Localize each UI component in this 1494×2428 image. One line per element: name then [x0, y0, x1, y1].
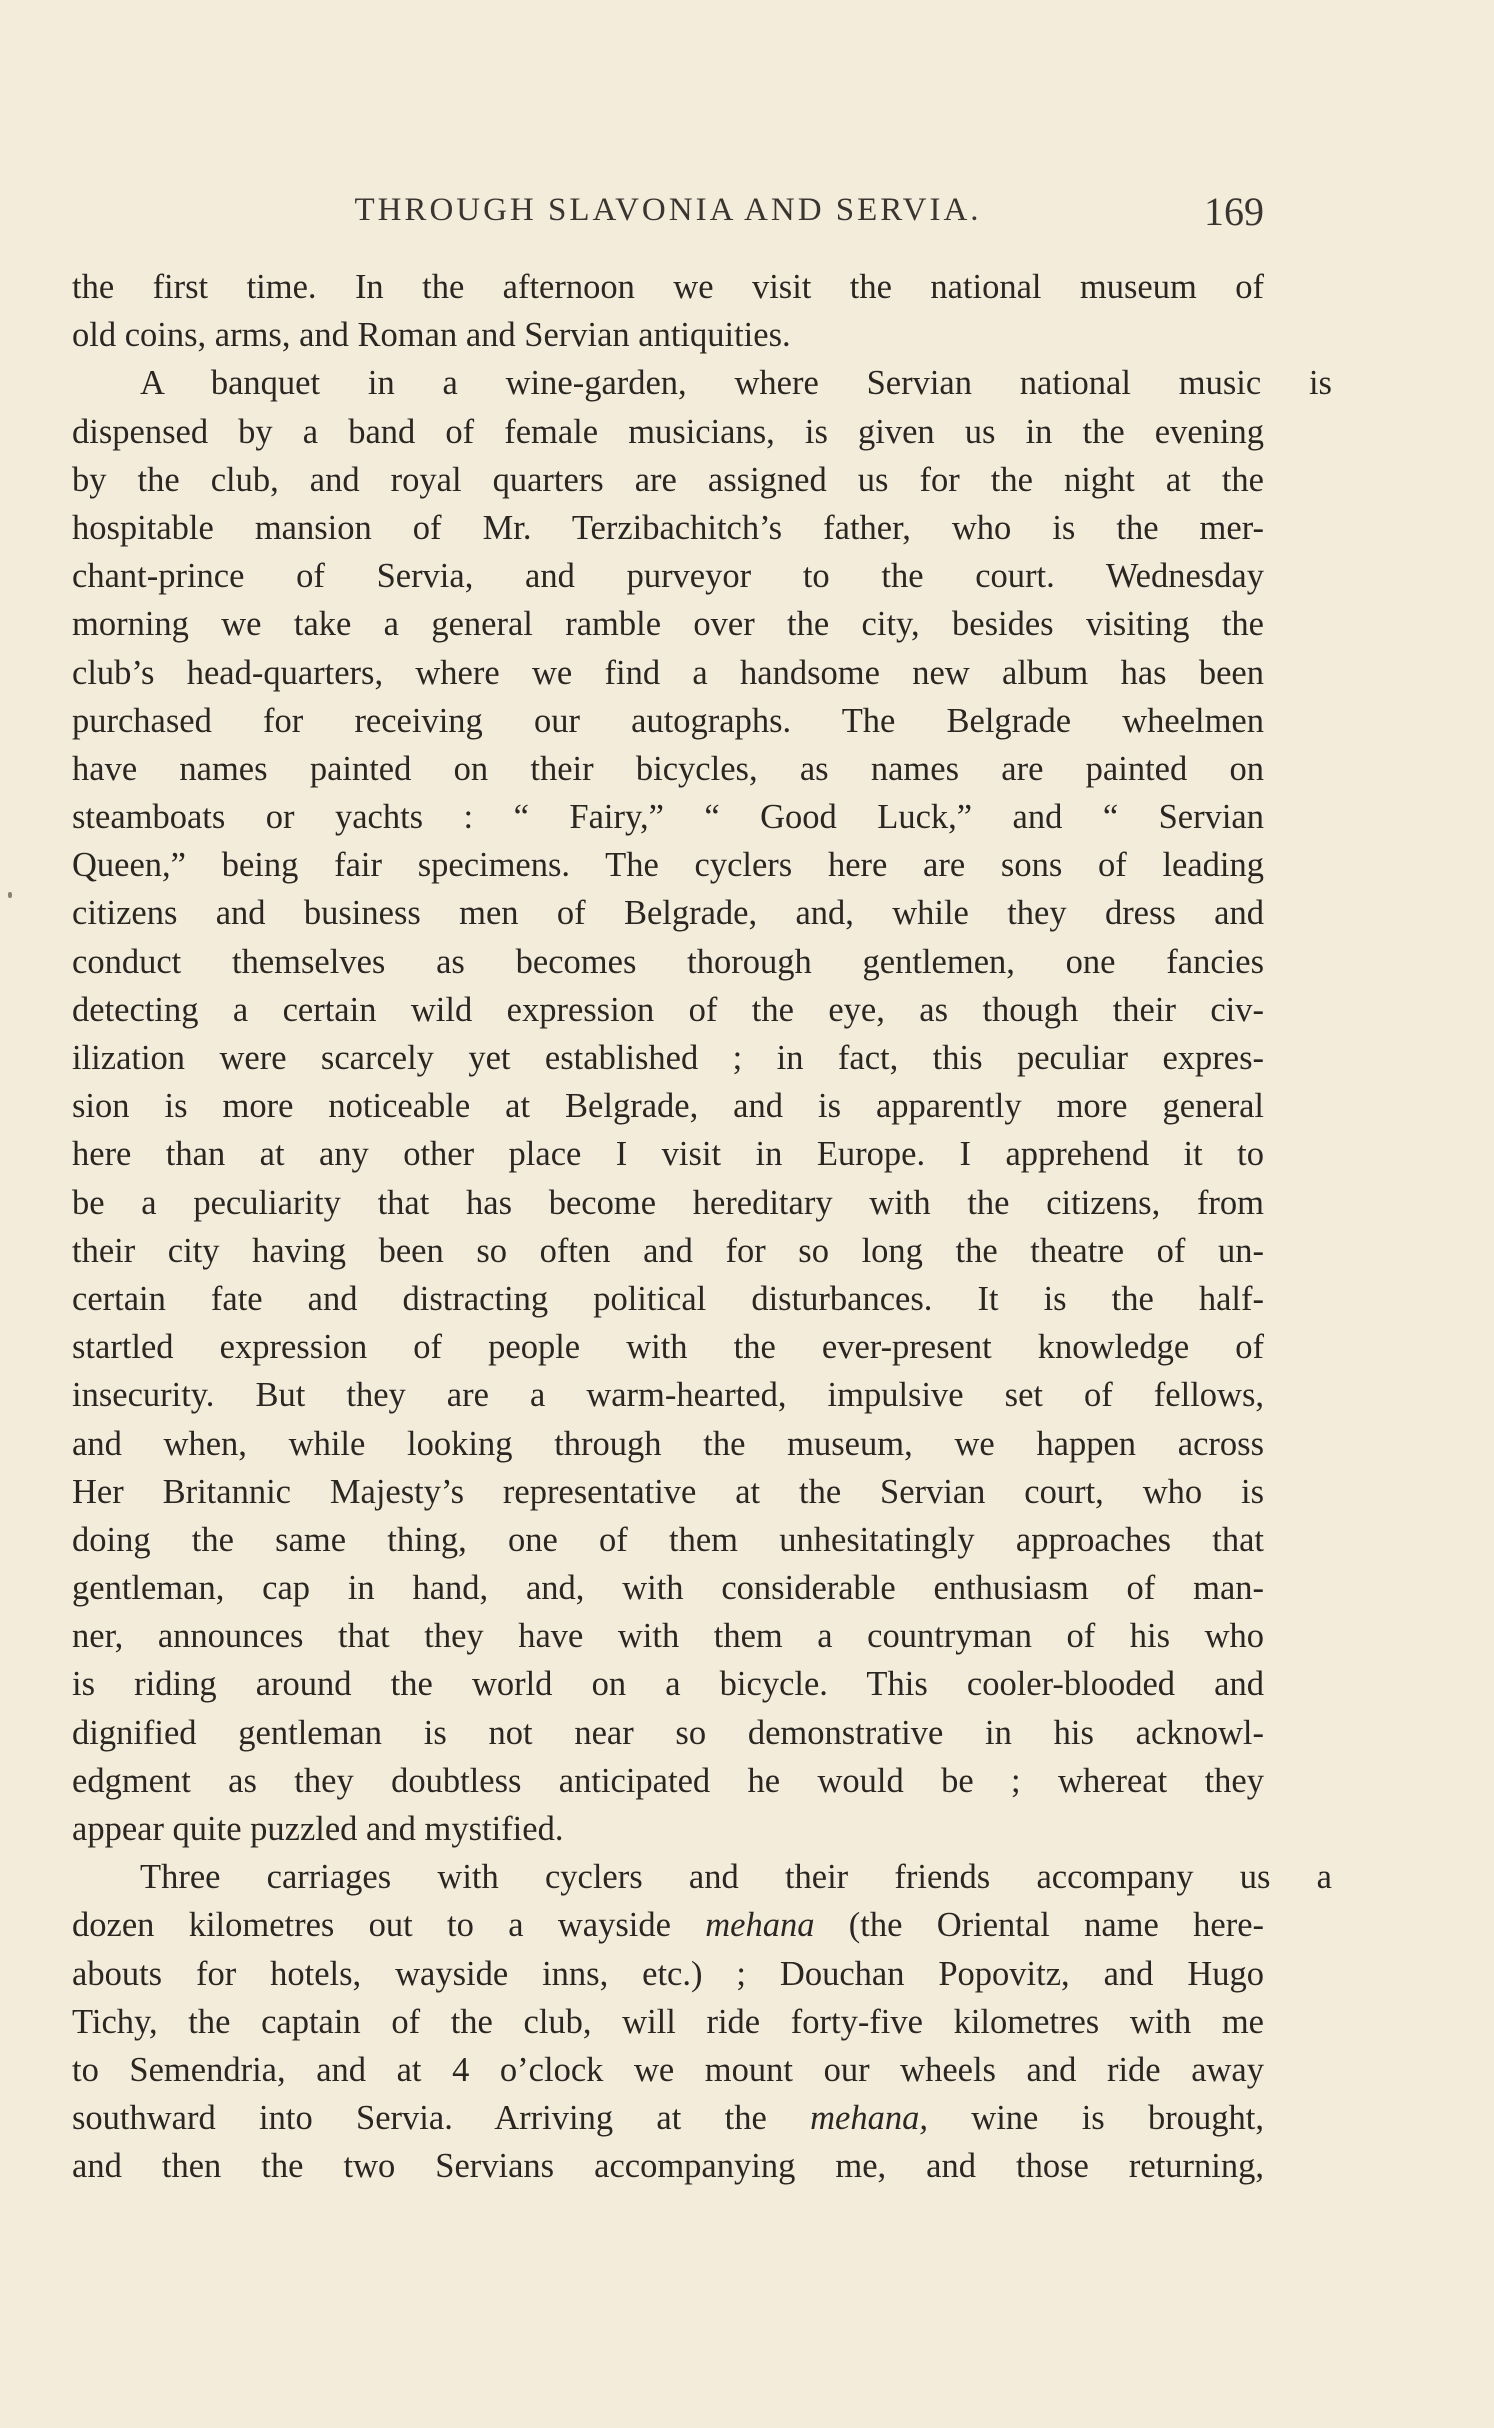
text-line: startled expression of people with the ever-present knowledge of [72, 1328, 1264, 1367]
text-line: and then the two Servians accompanying me, and those returning, [72, 2147, 1264, 2186]
text-line: conduct themselves as becomes thorough gentlemen, one fancies [72, 942, 1264, 981]
text-line: purchased for receiving our autographs. The Belgrade wheelmen [72, 701, 1264, 740]
text-line [72, 2094, 1264, 2142]
text-line: citizens and business men of Belgrade, and, while they dress and [72, 894, 1264, 933]
text-line: edgment as they doubtless anticipated he would be ; whereat they [72, 1761, 1264, 1800]
text-line: Queen,” being fair specimens. The cyclers here are sons of leading [72, 846, 1264, 885]
text-line: gentleman, cap in hand, and, with considerable enthusiasm of man- [72, 1569, 1264, 1608]
text-line: their city having been so often and for so long the theatre of un- [72, 1231, 1264, 1270]
italic-word: mehana [705, 1906, 815, 1945]
running-head [72, 188, 1264, 238]
text-line: to Semendria, and at 4 o’clock we mount our wheels and ride away [72, 2050, 1264, 2089]
text-line: abouts for hotels, wayside inns, etc.) ; Douchan Popovitz, and Hugo [72, 1954, 1264, 1993]
text-line: and when, while looking through the museum, we happen across [72, 1424, 1264, 1463]
text-line [72, 1901, 1264, 1949]
text-run: southward into Servia. Arriving at the [72, 2099, 811, 2138]
text-line: hospitable mansion of Mr. Terzibachitch’s father, who is the mer- [72, 508, 1264, 547]
text-line: here than at any other place I visit in Europe. I apprehend it to [72, 1135, 1264, 1174]
text-line: be a peculiarity that has become hereditary with the citizens, from [72, 1183, 1264, 1222]
text-line: morning we take a general ramble over the city, besides visiting the [72, 605, 1264, 644]
text-line: is riding around the world on a bicycle. This cooler-blooded and [72, 1665, 1264, 1704]
text-line: insecurity. But they are a warm-hearted, impulsive set of fellows, [72, 1376, 1264, 1415]
running-title: THROUGH SLAVONIA AND SERVIA. [354, 192, 982, 228]
italic-word: mehana, [810, 2099, 928, 2138]
text-line: chant-prince of Servia, and purveyor to the court. Wednesday [72, 557, 1264, 596]
text-run: wine is brought, [927, 2099, 1264, 2138]
text-line: steamboats or yachts : “ Fairy,” “ Good Luck,” and “ Servian [72, 798, 1264, 837]
text-line: A banquet in a wine-garden, where Servian national music is [140, 364, 1332, 403]
text-line: the first time. In the afternoon we visit the national museum of [72, 268, 1264, 306]
text-line: certain fate and distracting political disturbances. It is the half- [72, 1279, 1264, 1318]
text-run: (the Oriental name here- [814, 1906, 1264, 1945]
text-line: ner, announces that they have with them a countryman of his who [72, 1617, 1264, 1656]
text-line: sion is more noticeable at Belgrade, and is apparently more general [72, 1087, 1264, 1126]
text-line: appear quite puzzled and mystified. [72, 1810, 564, 1848]
text-line: doing the same thing, one of them unhesitatingly approaches that [72, 1520, 1264, 1559]
text-line: Three carriages with cyclers and their friends accompany us a [140, 1858, 1332, 1897]
text-line: old coins, arms, and Roman and Servian antiquities. [72, 316, 791, 355]
text-line: have names painted on their bicycles, as names are painted on [72, 749, 1264, 788]
margin-speck [8, 892, 12, 898]
text-line: detecting a certain wild expression of the eye, as though their civ- [72, 990, 1264, 1029]
body-text [72, 263, 1332, 2191]
text-line: ilization were scarcely yet established ; in fact, this peculiar expres- [72, 1039, 1264, 1077]
text-line: by the club, and royal quarters are assigned us for the night at the [72, 460, 1264, 499]
text-line: dignified gentleman is not near so demonstrative in his acknowl- [72, 1713, 1264, 1752]
page-number: 169 [1204, 189, 1264, 234]
text-line: club’s head-quarters, where we find a handsome new album has been [72, 653, 1264, 692]
text-line: Tichy, the captain of the club, will ride forty-five kilometres with me [72, 2002, 1264, 2041]
text-line: dispensed by a band of female musicians, is given us in the evening [72, 412, 1264, 451]
text-run: dozen kilometres out to a wayside [72, 1906, 706, 1945]
text-line: Her Britannic Majesty’s representative at the Servian court, who is [72, 1472, 1264, 1511]
